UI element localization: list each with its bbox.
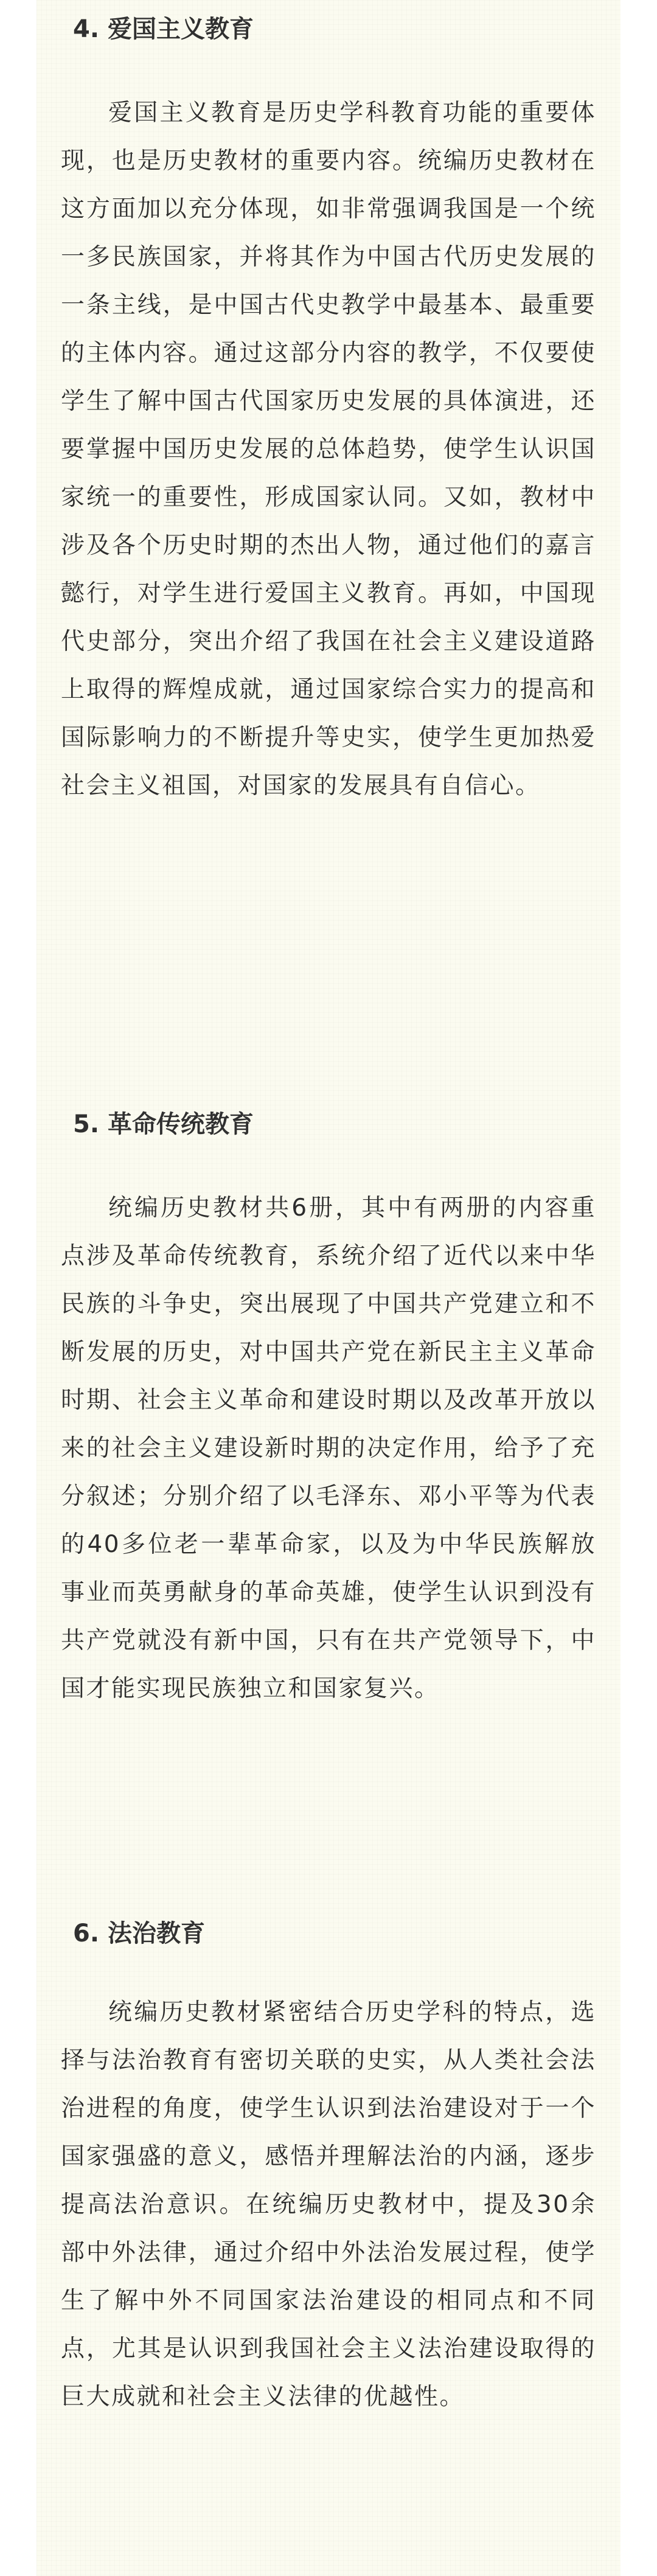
section-body-revolutionary-tradition: 统编历史教材共6册，其中有两册的内容重点涉及革命传统教育，系统介绍了近代以来中华民族的斗争史，突出展现了中国共产党建立和不断发展的历史，对中国共产党在新民主主义革命时期、社会主义革命和建设时期以及改革开放以来的社会主义建设新时期的决定作用，给予了充分叙述；分别介绍了以毛泽东、邓小平等为代表的40多位老一辈革命家，以及为中华民族解放事业而英勇献身的革命英雄，使学生认识到没有共产党就没有新中国，只有在共产党领导下，中国才能实现民族独立和国家复兴。 [61,1194,596,1702]
section-body-patriotism: 爱国主义教育是历史学科教育功能的重要体现，也是历史教材的重要内容。统编历史教材在这方面加以充分体现，如非常强调我国是一个统一多民族国家，并将其作为中国古代历史发展的一条主线，是中国古代史教学中最基本、最重要的主体内容。通过这部分内容的教学，不仅要使学生了解中国古代国家历史发展的具体演进，还要掌握中国历史发展的总体趋势，使学生认识国家统一的重要性，形成国家认同。又如，教材中涉及各个历史时期的杰出人物，通过他们的嘉言懿行，对学生进行爱国主义教育。再如，中国现代史部分，突出介绍了我国在社会主义建设道路上取得的辉煌成就，通过国家综合实力的提高和国际影响力的不断提升等史实，使学生更加热爱社会主义祖国，对国家的发展具有自信心。 [61,99,596,799]
section-title-patriotism: 4. 爱国主义教育 [73,15,254,43]
section-title-rule-of-law: 6. 法治教育 [73,1920,205,1948]
section-body-rule-of-law: 统编历史教材紧密结合历史学科的特点，选择与法治教育有密切关联的史实，从人类社会法治进程的角度，使学生认识到法治建设对于一个国家强盛的意义，感悟并理解法治的内涵，逐步提高法治意识。在统编历史教材中，提及30余部中外法律，通过介绍中外法治发展过程，使学生了解中外不同国家法治建设的相同点和不同点，尤其是认识到我国社会主义法治建设取得的巨大成就和社会主义法律的优越性。 [61,1999,596,2411]
section-title-revolutionary-tradition: 5. 革命传统教育 [73,1110,254,1138]
